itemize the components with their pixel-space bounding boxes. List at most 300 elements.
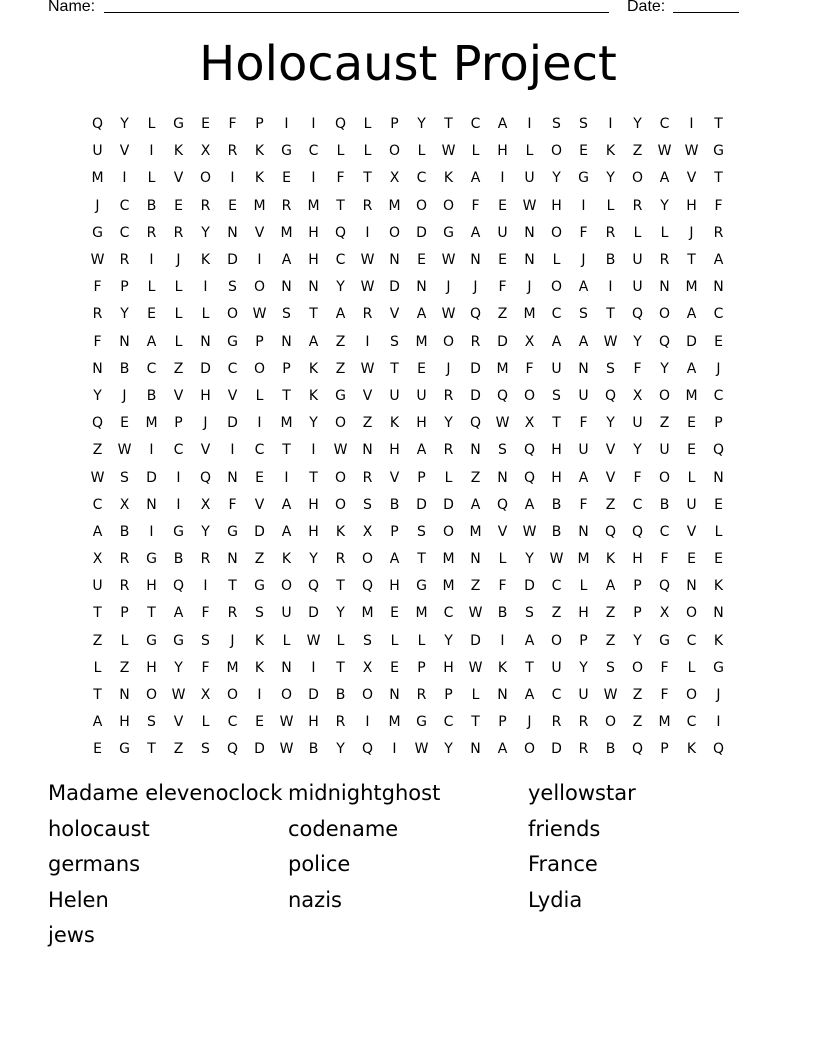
- grid-letter: I: [365, 714, 370, 731]
- grid-letter: U: [686, 496, 697, 513]
- grid-letter: L: [336, 632, 345, 649]
- grid-letter: I: [311, 116, 316, 133]
- grid-letter: L: [282, 632, 291, 649]
- grid-letter: H: [632, 551, 643, 568]
- grid-letter: E: [390, 605, 399, 622]
- grid-letter: O: [388, 224, 401, 241]
- grid-row: [84, 464, 732, 491]
- grid-letter: G: [713, 659, 724, 676]
- grid-letter: G: [281, 143, 292, 160]
- grid-letter: Q: [199, 469, 212, 486]
- grid-letter: R: [551, 714, 562, 731]
- grid-row: [84, 655, 732, 682]
- grid-letter: J: [716, 360, 721, 377]
- grid-letter: H: [146, 578, 157, 595]
- grid-letter: R: [578, 714, 589, 731]
- grid-letter: R: [470, 333, 481, 350]
- grid-letter: D: [470, 632, 481, 649]
- grid-row: [84, 383, 732, 410]
- grid-letter: Q: [361, 578, 374, 595]
- grid-letter: K: [254, 170, 265, 187]
- grid-letter: G: [227, 523, 238, 540]
- grid-letter: O: [253, 360, 266, 377]
- grid-letter: C: [713, 306, 724, 323]
- grid-letter: V: [389, 469, 400, 486]
- grid-letter: O: [253, 279, 266, 296]
- grid-letter: N: [497, 469, 508, 486]
- grid-letter: W: [414, 741, 429, 758]
- grid-letter: C: [227, 360, 238, 377]
- grid-letter: R: [119, 578, 130, 595]
- grid-letter: Y: [309, 415, 318, 432]
- grid-letter: A: [92, 714, 103, 731]
- grid-letter: U: [281, 605, 292, 622]
- grid-letter: I: [149, 523, 154, 540]
- grid-letter: Y: [309, 551, 318, 568]
- grid-letter: C: [146, 360, 157, 377]
- grid-letter: W: [117, 442, 132, 459]
- grid-letter: B: [146, 387, 157, 404]
- grid-letter: V: [686, 523, 697, 540]
- grid-letter: K: [443, 170, 454, 187]
- grid-letter: R: [362, 197, 373, 214]
- grid-letter: J: [95, 197, 100, 214]
- grid-letter: Q: [469, 306, 482, 323]
- grid-letter: W: [657, 143, 672, 160]
- grid-letter: J: [716, 687, 721, 704]
- grid-letter: H: [551, 197, 562, 214]
- grid-letter: H: [551, 469, 562, 486]
- grid-letter: E: [417, 360, 426, 377]
- grid-letter: L: [471, 687, 480, 704]
- grid-letter: G: [254, 578, 265, 595]
- grid-letter: L: [633, 224, 642, 241]
- grid-letter: H: [578, 605, 589, 622]
- grid-letter: A: [470, 224, 481, 241]
- grid-letter: L: [147, 279, 156, 296]
- grid-letter: T: [147, 741, 156, 758]
- grid-letter: Z: [335, 360, 346, 377]
- grid-letter: L: [390, 632, 399, 649]
- grid-letter: A: [686, 360, 697, 377]
- word-list-item: germans: [48, 852, 141, 877]
- grid-letter: A: [497, 116, 508, 133]
- grid-letter: Z: [470, 578, 481, 595]
- grid-letter: H: [497, 143, 508, 160]
- grid-letter: I: [257, 687, 262, 704]
- grid-row: [84, 138, 732, 165]
- grid-letter: Y: [633, 333, 642, 350]
- grid-letter: C: [551, 306, 562, 323]
- grid-letter: I: [500, 632, 505, 649]
- grid-letter: L: [363, 143, 372, 160]
- grid-letter: T: [471, 714, 480, 731]
- grid-letter: X: [362, 523, 373, 540]
- grid-letter: S: [498, 442, 507, 459]
- header-row: [48, 0, 748, 17]
- grid-letter: Y: [417, 116, 426, 133]
- grid-letter: L: [579, 578, 588, 595]
- grid-letter: W: [441, 143, 456, 160]
- grid-letter: R: [632, 197, 643, 214]
- grid-letter: I: [608, 279, 613, 296]
- grid-letter: H: [308, 224, 319, 241]
- word-list-item: codename: [288, 816, 399, 841]
- grid-letter: W: [360, 252, 375, 269]
- grid-letter: R: [443, 442, 454, 459]
- grid-letter: A: [281, 523, 292, 540]
- grid-letter: Y: [336, 605, 345, 622]
- grid-letter: W: [279, 714, 294, 731]
- grid-letter: N: [281, 659, 292, 676]
- grid-letter: V: [173, 170, 184, 187]
- grid-letter: O: [442, 333, 455, 350]
- grid-letter: C: [713, 387, 724, 404]
- grid-letter: C: [686, 714, 697, 731]
- grid-letter: K: [254, 143, 265, 160]
- grid-letter: L: [174, 306, 183, 323]
- grid-letter: B: [119, 523, 130, 540]
- grid-letter: M: [658, 714, 671, 731]
- grid-letter: E: [147, 306, 156, 323]
- grid-letter: C: [551, 687, 562, 704]
- grid-letter: N: [308, 279, 319, 296]
- grid-letter: H: [389, 578, 400, 595]
- grid-letter: Y: [552, 170, 561, 187]
- grid-letter: K: [605, 551, 616, 568]
- grid-letter: M: [577, 551, 590, 568]
- grid-letter: E: [687, 415, 696, 432]
- grid-letter: M: [388, 197, 401, 214]
- grid-letter: S: [363, 632, 372, 649]
- grid-letter: A: [416, 442, 427, 459]
- grid-letter: M: [415, 605, 428, 622]
- grid-letter: Q: [307, 578, 320, 595]
- grid-letter: V: [362, 387, 373, 404]
- grid-letter: F: [498, 279, 507, 296]
- word-list-item: holocaust: [48, 816, 150, 841]
- grid-letter: N: [686, 578, 697, 595]
- word-list-item: France: [528, 852, 598, 877]
- grid-letter: P: [633, 578, 642, 595]
- grid-letter: U: [92, 143, 103, 160]
- grid-letter: P: [390, 523, 399, 540]
- grid-letter: A: [551, 333, 562, 350]
- grid-letter: D: [497, 333, 508, 350]
- grid-letter: G: [659, 632, 670, 649]
- grid-letter: W: [306, 632, 321, 649]
- grid-letter: D: [227, 252, 238, 269]
- grid-letter: T: [336, 578, 345, 595]
- grid-letter: Y: [444, 741, 453, 758]
- grid-letter: W: [603, 687, 618, 704]
- word-list-item: Helen: [48, 887, 109, 912]
- grid-letter: N: [416, 279, 427, 296]
- grid-letter: Y: [606, 415, 615, 432]
- grid-letter: W: [90, 469, 105, 486]
- grid-letter: T: [444, 116, 453, 133]
- grid-letter: B: [173, 551, 184, 568]
- grid-letter: L: [93, 659, 102, 676]
- grid-letter: P: [120, 605, 129, 622]
- grid-letter: Q: [91, 116, 104, 133]
- grid-letter: U: [551, 659, 562, 676]
- grid-letter: E: [687, 551, 696, 568]
- grid-letter: L: [255, 387, 264, 404]
- grid-letter: U: [632, 415, 643, 432]
- grid-letter: Q: [631, 741, 644, 758]
- grid-letter: T: [714, 116, 723, 133]
- grid-letter: N: [470, 252, 481, 269]
- grid-letter: I: [149, 143, 154, 160]
- grid-letter: Q: [91, 415, 104, 432]
- grid-letter: K: [200, 252, 211, 269]
- grid-letter: H: [308, 252, 319, 269]
- grid-letter: S: [228, 279, 237, 296]
- grid-letter: E: [255, 714, 264, 731]
- grid-letter: K: [497, 659, 508, 676]
- grid-letter: U: [497, 224, 508, 241]
- grid-letter: N: [470, 741, 481, 758]
- grid-letter: P: [255, 333, 264, 350]
- grid-letter: C: [659, 523, 670, 540]
- grid-letter: K: [281, 551, 292, 568]
- grid-letter: W: [495, 415, 510, 432]
- grid-letter: E: [390, 659, 399, 676]
- grid-letter: T: [363, 170, 372, 187]
- grid-letter: G: [227, 333, 238, 350]
- grid-letter: P: [120, 279, 129, 296]
- word-list: [48, 776, 768, 954]
- grid-letter: N: [713, 469, 724, 486]
- grid-letter: V: [119, 143, 130, 160]
- grid-letter: D: [146, 469, 157, 486]
- grid-letter: U: [389, 387, 400, 404]
- grid-letter: A: [146, 333, 157, 350]
- grid-letter: O: [415, 197, 428, 214]
- grid-letter: M: [91, 170, 104, 187]
- grid-letter: L: [444, 469, 453, 486]
- grid-letter: O: [334, 469, 347, 486]
- grid-letter: C: [119, 224, 130, 241]
- grid-letter: W: [684, 143, 699, 160]
- grid-letter: S: [390, 333, 399, 350]
- grid-letter: W: [441, 252, 456, 269]
- grid-letter: D: [416, 496, 427, 513]
- grid-letter: G: [173, 116, 184, 133]
- grid-letter: B: [605, 741, 616, 758]
- grid-letter: E: [174, 197, 183, 214]
- grid-letter: B: [551, 496, 562, 513]
- grid-letter: D: [470, 387, 481, 404]
- grid-letter: I: [122, 170, 127, 187]
- grid-letter: I: [581, 197, 586, 214]
- grid-letter: Z: [497, 306, 508, 323]
- grid-letter: F: [201, 659, 210, 676]
- grid-letter: Q: [496, 387, 509, 404]
- grid-letter: O: [523, 387, 536, 404]
- grid-letter: A: [281, 252, 292, 269]
- grid-letter: R: [362, 306, 373, 323]
- grid-letter: E: [228, 197, 237, 214]
- grid-letter: H: [551, 442, 562, 459]
- grid-letter: K: [686, 741, 697, 758]
- grid-letter: S: [606, 659, 615, 676]
- grid-letter: D: [254, 741, 265, 758]
- grid-letter: B: [308, 741, 319, 758]
- grid-letter: G: [173, 523, 184, 540]
- grid-letter: L: [687, 659, 696, 676]
- grid-letter: D: [551, 741, 562, 758]
- word-list-item: friends: [528, 816, 601, 841]
- grid-letter: E: [687, 442, 696, 459]
- grid-letter: G: [92, 224, 103, 241]
- grid-letter: N: [200, 333, 211, 350]
- grid-letter: R: [335, 714, 346, 731]
- grid-letter: S: [417, 523, 426, 540]
- grid-letter: J: [230, 632, 235, 649]
- grid-row: [84, 519, 732, 546]
- grid-row: [84, 709, 732, 736]
- grid-letter: V: [389, 306, 400, 323]
- grid-letter: O: [631, 170, 644, 187]
- grid-letter: P: [255, 116, 264, 133]
- grid-letter: B: [659, 496, 670, 513]
- grid-letter: I: [392, 741, 397, 758]
- grid-letter: O: [604, 714, 617, 731]
- grid-letter: K: [173, 143, 184, 160]
- grid-letter: W: [171, 687, 186, 704]
- grid-letter: D: [416, 224, 427, 241]
- grid-letter: W: [549, 551, 564, 568]
- grid-letter: A: [578, 279, 589, 296]
- grid-letter: R: [659, 252, 670, 269]
- grid-letter: Y: [660, 360, 669, 377]
- grid-letter: U: [632, 252, 643, 269]
- grid-letter: F: [228, 116, 237, 133]
- grid-letter: O: [361, 551, 374, 568]
- grid-row: [84, 492, 732, 519]
- grid-letter: M: [361, 605, 374, 622]
- grid-letter: M: [226, 659, 239, 676]
- grid-letter: M: [253, 197, 266, 214]
- grid-letter: V: [200, 442, 211, 459]
- grid-letter: A: [497, 741, 508, 758]
- grid-letter: W: [522, 523, 537, 540]
- grid-letter: A: [578, 333, 589, 350]
- grid-letter: Z: [605, 605, 616, 622]
- grid-letter: N: [227, 551, 238, 568]
- grid-letter: H: [686, 197, 697, 214]
- grid-letter: Q: [712, 741, 725, 758]
- grid-letter: N: [119, 687, 130, 704]
- grid-letter: J: [689, 224, 694, 241]
- grid-row: [84, 165, 732, 192]
- grid-letter: X: [200, 496, 211, 513]
- grid-row: [84, 220, 732, 247]
- grid-letter: R: [443, 387, 454, 404]
- grid-letter: H: [443, 659, 454, 676]
- grid-letter: H: [308, 496, 319, 513]
- grid-letter: G: [146, 551, 157, 568]
- grid-letter: T: [417, 551, 426, 568]
- grid-row: [84, 356, 732, 383]
- grid-letter: C: [173, 442, 184, 459]
- grid-letter: P: [660, 741, 669, 758]
- name-blank-line: [104, 12, 609, 13]
- grid-letter: Q: [631, 523, 644, 540]
- grid-letter: S: [120, 469, 129, 486]
- grid-letter: R: [227, 605, 238, 622]
- grid-letter: M: [280, 415, 293, 432]
- grid-letter: O: [280, 687, 293, 704]
- grid-letter: N: [578, 360, 589, 377]
- grid-letter: K: [254, 659, 265, 676]
- grid-letter: A: [335, 306, 346, 323]
- grid-letter: I: [311, 442, 316, 459]
- grid-letter: C: [443, 605, 454, 622]
- grid-letter: H: [200, 387, 211, 404]
- grid-letter: O: [145, 687, 158, 704]
- grid-row: [84, 193, 732, 220]
- word-list-item: midnightghost: [288, 781, 441, 805]
- grid-letter: F: [633, 469, 642, 486]
- grid-letter: B: [146, 197, 157, 214]
- grid-letter: N: [362, 442, 373, 459]
- grid-row: [84, 301, 732, 328]
- grid-letter: Q: [604, 523, 617, 540]
- grid-letter: M: [496, 360, 509, 377]
- grid-letter: A: [281, 496, 292, 513]
- grid-letter: O: [442, 523, 455, 540]
- grid-letter: Z: [119, 659, 130, 676]
- grid-letter: A: [389, 551, 400, 568]
- grid-letter: C: [551, 578, 562, 595]
- grid-letter: L: [714, 523, 723, 540]
- grid-row: [84, 682, 732, 709]
- grid-letter: F: [471, 197, 480, 214]
- grid-letter: W: [252, 306, 267, 323]
- grid-letter: N: [281, 279, 292, 296]
- grid-letter: Q: [658, 578, 671, 595]
- grid-letter: V: [605, 469, 616, 486]
- grid-letter: A: [713, 252, 724, 269]
- grid-letter: V: [497, 523, 508, 540]
- grid-letter: Z: [173, 360, 184, 377]
- date-blank-line: [673, 12, 739, 13]
- grid-letter: Z: [470, 469, 481, 486]
- grid-letter: D: [227, 415, 238, 432]
- grid-letter: P: [633, 605, 642, 622]
- grid-letter: A: [605, 578, 616, 595]
- grid-letter: O: [631, 659, 644, 676]
- grid-letter: H: [146, 659, 157, 676]
- grid-letter: B: [605, 252, 616, 269]
- grid-letter: F: [633, 360, 642, 377]
- grid-letter: F: [525, 360, 534, 377]
- grid-letter: L: [120, 632, 129, 649]
- grid-letter: Z: [335, 333, 346, 350]
- grid-letter: O: [685, 687, 698, 704]
- grid-letter: O: [658, 306, 671, 323]
- grid-letter: L: [201, 714, 210, 731]
- grid-letter: S: [363, 496, 372, 513]
- grid-letter: G: [146, 632, 157, 649]
- grid-letter: N: [659, 279, 670, 296]
- grid-letter: X: [632, 387, 643, 404]
- grid-letter: K: [713, 578, 724, 595]
- grid-letter: P: [498, 714, 507, 731]
